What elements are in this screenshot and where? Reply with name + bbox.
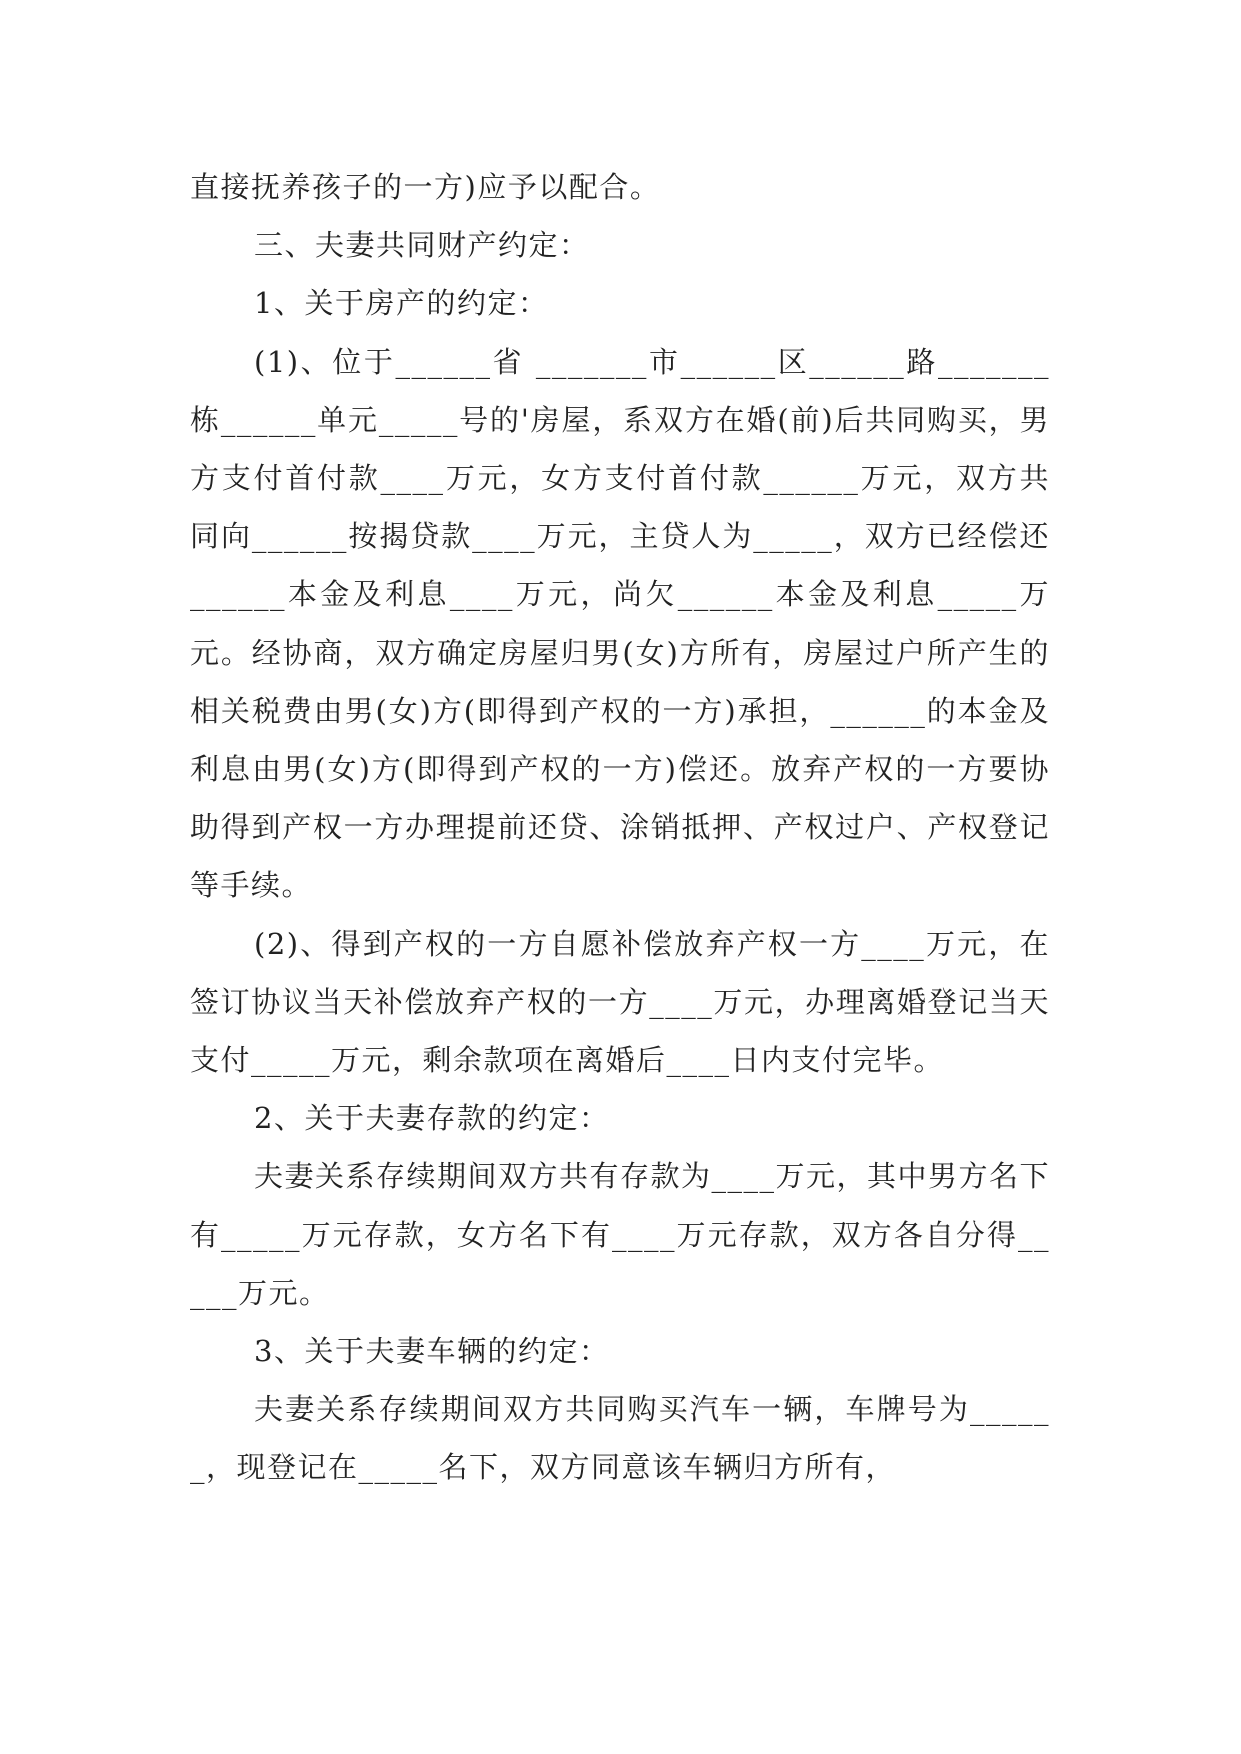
paragraph-vehicle: 夫妻关系存续期间双方共同购买汽车一辆，车牌号为______，现登记在_____名下，双方同意该车辆归方所有， (190, 1392, 1050, 1485)
section-heading-joint-property: 三、夫妻共同财产约定： (254, 228, 590, 263)
document-page (190, 158, 1050, 1497)
subheading-real-estate: 1、关于房产的约定： (254, 286, 549, 321)
paragraph-compensation: (2)、得到产权的一方自愿补偿放弃产权一方____万元，在签订协议当天补偿放弃产权的一方____万元，办理离婚登记当天支付_____万元，剩余款项在离婚后____日内支付完毕。 (190, 926, 1050, 1078)
subheading-savings: 2、关于夫妻存款的约定： (254, 1101, 610, 1136)
paragraph-continuation: 直接抚养孩子的一方)应予以配合。 (190, 170, 661, 204)
paragraph-house-terms: (1)、位于______省 _______市______区______路_______栋______单元_____号的'房屋，系双方在婚(前)后共同购买，男方支付首付款____万元，女方支付首付款______万元，双方共同向______按揭贷款____万元，主贷人为_____，双方已经偿还______本金及利息____万元，尚欠______本金及利息_____万元。经协商，双方确定房屋归男(女)方所有，房屋过户所产生的相关税费由男(女)方(即得到产权的一方)承担，______的本金及利息由男(女)方(即得到产权的一方)偿还。放弃产权的一方要协助得到产权一方办理提前还贷、涂销抵押、产权过户、产权登记等手续。 (190, 344, 1050, 903)
subheading-vehicle: 3、关于夫妻车辆的约定： (254, 1334, 610, 1369)
paragraph-savings: 夫妻关系存续期间双方共有存款为____万元，其中男方名下有_____万元存款，女方名下有____万元存款，双方各自分得_____万元。 (190, 1159, 1051, 1310)
